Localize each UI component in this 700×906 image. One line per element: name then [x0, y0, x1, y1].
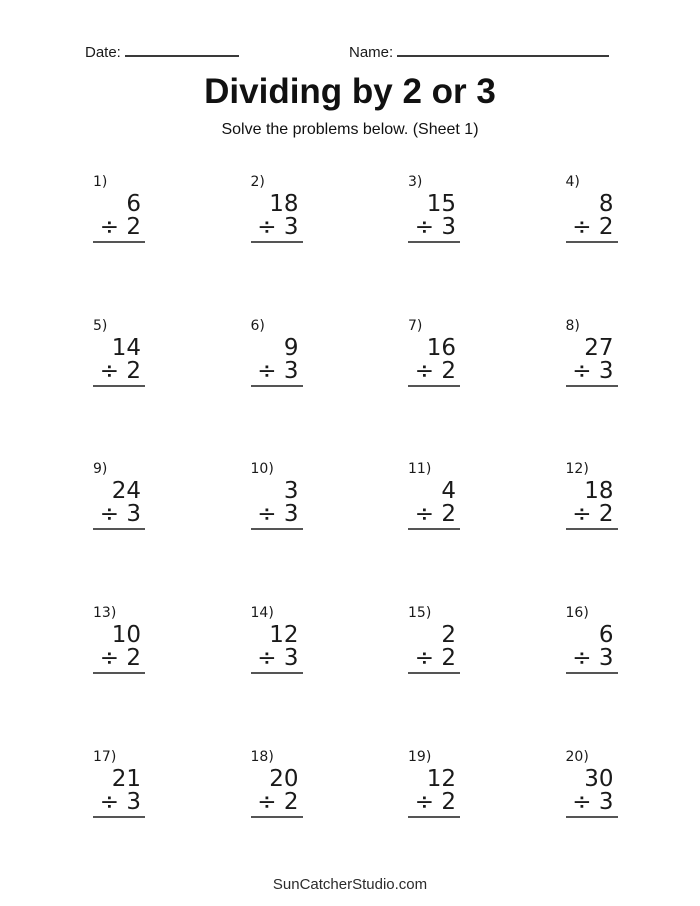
dividend-value: 4: [441, 478, 456, 505]
divide-icon: ÷: [572, 788, 592, 815]
divide-icon: ÷: [414, 788, 435, 815]
problem-cell: [88, 168, 246, 312]
divisor-row: [93, 503, 145, 526]
problem-number: 7): [408, 317, 423, 334]
problem-number: 10): [250, 461, 274, 478]
divide-icon: ÷: [572, 214, 592, 240]
divisor-row: [408, 216, 460, 239]
dividend-value: 20: [269, 765, 299, 792]
divisor-row: [566, 647, 618, 670]
divisor-space: [592, 645, 599, 671]
divide-icon: ÷: [99, 788, 120, 815]
dividend-value: 9: [283, 334, 299, 361]
answer-blank-line[interactable]: [93, 528, 145, 530]
divisor-row: [408, 503, 460, 526]
divisor-value: 3: [283, 645, 299, 672]
dividend-value: 21: [111, 765, 141, 792]
divide-icon: ÷: [99, 501, 120, 528]
problem-cell: [561, 168, 700, 312]
problem-cell: [561, 455, 700, 599]
answer-blank-line[interactable]: [566, 241, 618, 243]
divisor-space: [277, 214, 284, 240]
divisor-value: 2: [598, 214, 614, 240]
dividend-value: 15: [426, 191, 456, 217]
divisor-value: 2: [441, 788, 456, 815]
problem-cell: [88, 312, 246, 456]
dividend-value: 16: [426, 334, 456, 361]
divisor-value: 3: [283, 501, 299, 528]
problem-body: [251, 334, 303, 387]
divide-icon: ÷: [257, 645, 277, 672]
answer-blank-line[interactable]: [408, 528, 460, 530]
divisor-value: 2: [441, 645, 456, 672]
dividend-value: 6: [126, 191, 141, 217]
answer-blank-line[interactable]: [251, 385, 303, 387]
problem-cell: [561, 312, 700, 456]
answer-blank-line[interactable]: [408, 672, 460, 674]
divide-icon: ÷: [99, 645, 120, 672]
problem-cell: [246, 599, 404, 743]
divisor-row: [93, 216, 145, 239]
divisor-row: [93, 357, 145, 384]
date-field: [85, 42, 239, 61]
problem-number: 20): [565, 748, 589, 765]
answer-blank-line[interactable]: [408, 241, 460, 243]
problem-body: [408, 334, 460, 387]
answer-blank-line[interactable]: [566, 528, 618, 530]
answer-blank-line[interactable]: [566, 672, 618, 674]
problem-cell: [403, 743, 561, 887]
problem-cell: [403, 312, 561, 456]
dividend-value: 12: [426, 765, 456, 792]
problem-body: [93, 193, 145, 243]
problem-body: [566, 765, 618, 818]
answer-blank-line[interactable]: [566, 385, 618, 387]
divisor-value: 2: [126, 214, 141, 240]
date-blank-line[interactable]: [125, 42, 239, 57]
problems-grid: [88, 168, 700, 886]
problem-number: 15): [408, 605, 432, 622]
problem-cell: [403, 455, 561, 599]
problem-body: [251, 624, 303, 674]
divisor-value: 3: [126, 501, 141, 528]
page-title: Dividing by 2 or 3: [204, 72, 496, 111]
problem-number: 17): [93, 748, 117, 765]
divisor-value: 3: [598, 357, 614, 384]
divisor-row: [251, 357, 303, 384]
divisor-value: 3: [441, 214, 456, 240]
divisor-value: 2: [598, 501, 614, 528]
dividend-value: 10: [111, 622, 141, 649]
answer-blank-line[interactable]: [93, 672, 145, 674]
divide-icon: ÷: [572, 501, 592, 528]
answer-blank-line[interactable]: [408, 816, 460, 818]
problem-body: [93, 624, 145, 674]
problem-body: [566, 193, 618, 243]
dividend-value: 3: [283, 478, 299, 505]
dividend-value: 27: [584, 334, 614, 361]
divide-icon: ÷: [572, 645, 592, 672]
divisor-space: [277, 358, 284, 384]
divisor-row: [408, 647, 460, 670]
name-blank-line[interactable]: [397, 42, 609, 57]
problem-body: [566, 334, 618, 387]
divisor-space: [592, 358, 599, 384]
problem-number: 18): [250, 748, 274, 765]
problem-cell: [88, 599, 246, 743]
problem-body: [251, 480, 303, 530]
divide-icon: ÷: [257, 214, 277, 240]
divide-icon: ÷: [414, 357, 435, 384]
problem-number: 1): [93, 174, 108, 190]
dividend-value: 30: [584, 765, 614, 792]
divisor-row: [251, 216, 303, 239]
problem-cell: [246, 312, 404, 456]
divisor-value: 3: [283, 214, 299, 240]
problem-cell: [88, 743, 246, 887]
divide-icon: ÷: [99, 357, 120, 384]
divisor-value: 2: [126, 645, 141, 672]
answer-blank-line[interactable]: [251, 241, 303, 243]
page-subtitle: Solve the problems below. (Sheet 1): [221, 121, 479, 138]
divisor-row: [93, 788, 145, 815]
problem-number: 11): [408, 461, 432, 478]
dividend-value: 14: [111, 334, 141, 361]
divisor-value: 3: [283, 357, 299, 384]
problem-body: [566, 480, 618, 530]
dividend-value: 8: [598, 191, 614, 217]
problem-number: 8): [565, 317, 580, 334]
problem-number: 12): [565, 461, 589, 478]
date-label: Date:: [85, 44, 121, 61]
divisor-value: 3: [126, 788, 141, 815]
dividend-value: 6: [598, 622, 614, 649]
divisor-row: [93, 647, 145, 670]
problem-body: [566, 624, 618, 674]
dividend-value: 12: [269, 622, 299, 649]
divisor-value: 2: [441, 501, 456, 528]
divisor-space: [592, 214, 599, 240]
divisor-value: 2: [441, 357, 456, 384]
divisor-row: [251, 647, 303, 670]
divide-icon: ÷: [414, 501, 435, 528]
answer-blank-line[interactable]: [93, 816, 145, 818]
problem-number: 14): [250, 605, 274, 622]
problem-number: 13): [93, 605, 117, 622]
divide-icon: ÷: [257, 788, 277, 815]
divisor-space: [277, 645, 284, 671]
problem-body: [408, 480, 460, 530]
problem-cell: [246, 743, 404, 887]
answer-blank-line[interactable]: [566, 816, 618, 818]
divide-icon: ÷: [257, 501, 277, 528]
divide-icon: ÷: [572, 357, 592, 384]
problem-body: [93, 480, 145, 530]
name-field: [349, 42, 609, 61]
footer-credit: SunCatcherStudio.com: [272, 876, 428, 893]
dividend-value: 18: [584, 478, 614, 505]
name-label: Name:: [349, 44, 394, 61]
divisor-row: [408, 788, 460, 815]
divisor-space: [592, 501, 599, 527]
problem-body: [408, 193, 460, 243]
divisor-value: 3: [598, 645, 614, 672]
dividend-value: 24: [111, 478, 141, 505]
dividend-value: 2: [441, 622, 456, 649]
problem-cell: [561, 743, 700, 887]
divisor-space: [592, 789, 599, 815]
divide-icon: ÷: [99, 214, 120, 240]
problem-cell: [561, 599, 700, 743]
problem-cell: [88, 455, 246, 599]
problem-body: [251, 193, 303, 243]
problem-number: 6): [250, 317, 265, 334]
problem-cell: [246, 455, 404, 599]
answer-blank-line[interactable]: [408, 385, 460, 387]
divide-icon: ÷: [414, 645, 435, 672]
problem-number: 16): [565, 605, 589, 622]
divisor-space: [277, 789, 284, 815]
problem-number: 19): [408, 748, 432, 765]
answer-blank-line[interactable]: [251, 672, 303, 674]
divisor-space: [277, 501, 284, 527]
divisor-row: [566, 788, 618, 815]
divisor-row: [566, 216, 618, 239]
problem-number: 5): [93, 317, 108, 334]
divisor-row: [408, 357, 460, 384]
dividend-value: 18: [269, 191, 299, 217]
answer-blank-line[interactable]: [251, 528, 303, 530]
divisor-value: 2: [283, 788, 299, 815]
divide-icon: ÷: [257, 357, 277, 384]
divisor-row: [566, 357, 618, 384]
problem-number: 4): [565, 174, 580, 190]
problem-body: [408, 624, 460, 674]
divisor-row: [251, 788, 303, 815]
problem-cell: [246, 168, 404, 312]
problem-body: [93, 334, 145, 387]
answer-blank-line[interactable]: [93, 241, 145, 243]
divisor-value: 2: [126, 357, 141, 384]
divisor-value: 3: [598, 788, 614, 815]
divisor-row: [251, 503, 303, 526]
problem-body: [408, 765, 460, 818]
problem-body: [251, 765, 303, 818]
problem-cell: [403, 168, 561, 312]
problem-number: 9): [93, 461, 108, 478]
problem-number: 3): [408, 174, 423, 190]
answer-blank-line[interactable]: [251, 816, 303, 818]
problem-body: [93, 765, 145, 818]
problem-cell: [403, 599, 561, 743]
divide-icon: ÷: [414, 214, 435, 240]
divisor-row: [566, 503, 618, 526]
answer-blank-line[interactable]: [93, 385, 145, 387]
problem-number: 2): [250, 174, 265, 190]
